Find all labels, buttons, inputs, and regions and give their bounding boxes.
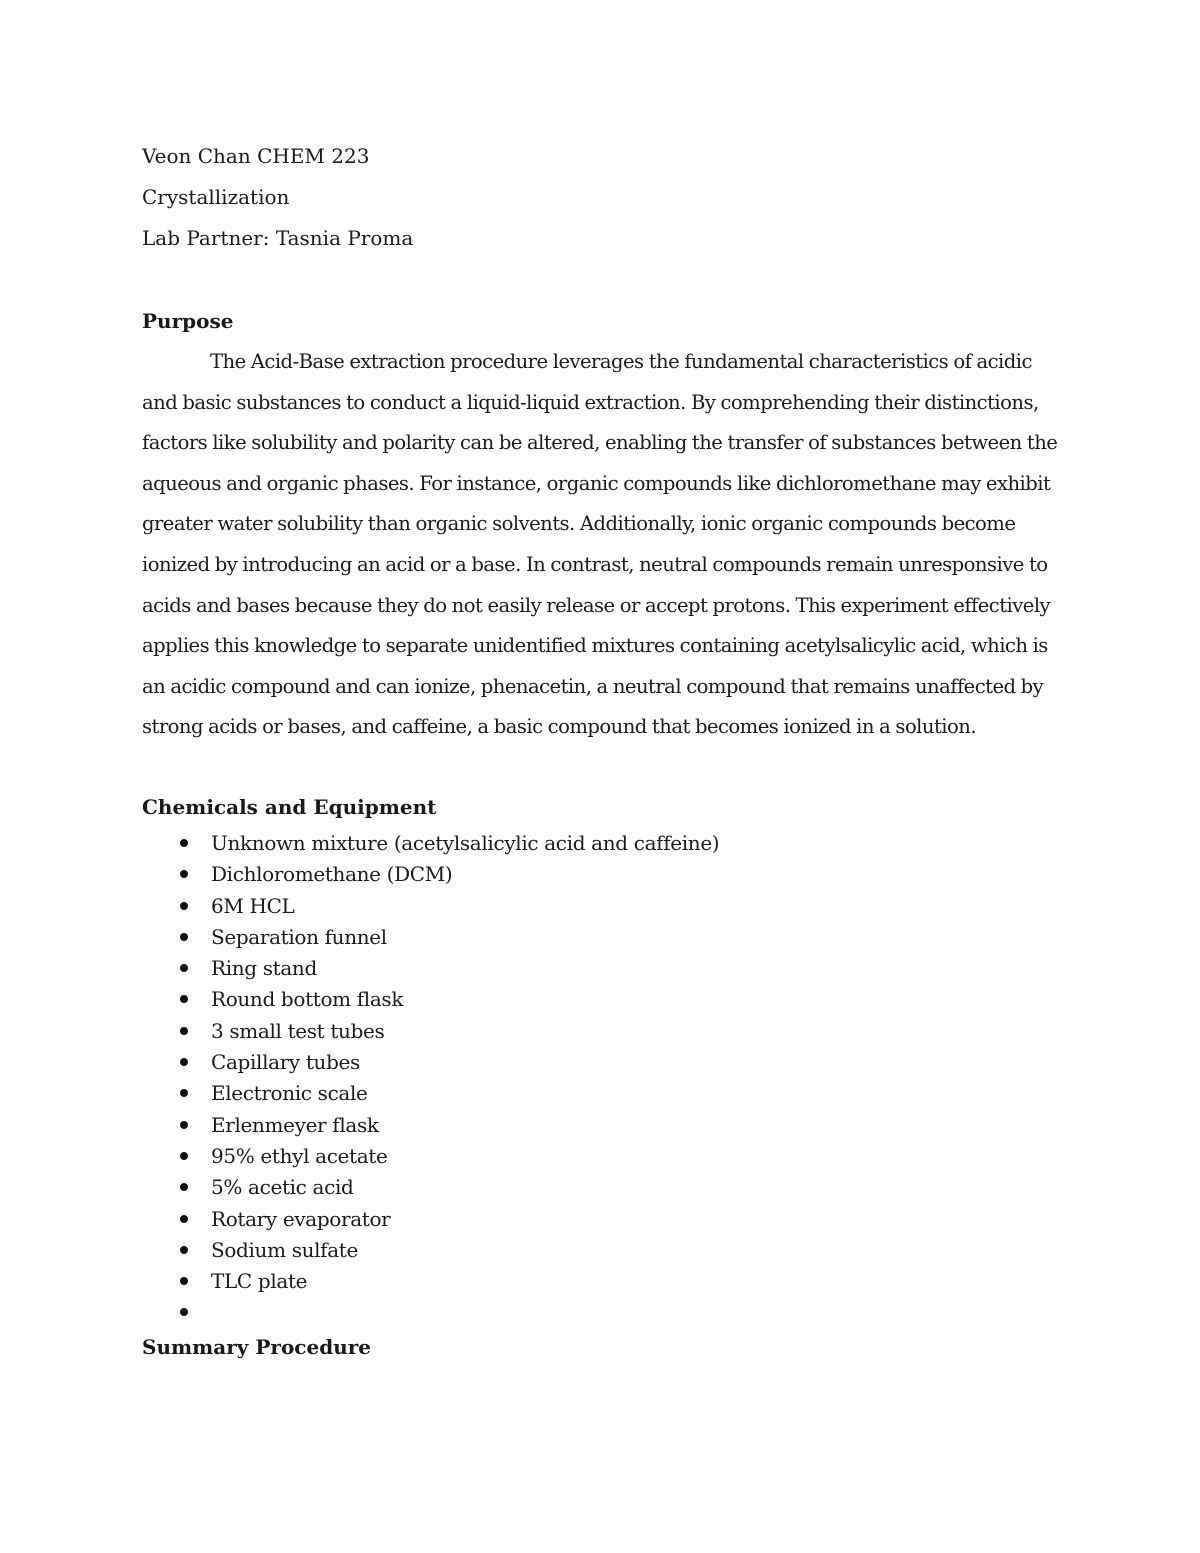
list-item xyxy=(142,1141,1062,1172)
bullet-icon xyxy=(180,902,188,910)
list-item xyxy=(142,1297,1062,1328)
list-item xyxy=(142,1016,1062,1047)
summary-procedure-heading: Summary Procedure xyxy=(142,1334,371,1359)
bullet-icon xyxy=(180,933,188,941)
list-item-text: Erlenmeyer flask xyxy=(211,1112,379,1137)
list-item-text: Sodium sulfate xyxy=(211,1237,358,1262)
list-item xyxy=(142,984,1062,1015)
list-item-text: Round bottom flask xyxy=(211,987,404,1012)
bullet-icon xyxy=(180,1246,188,1254)
list-item xyxy=(142,1110,1062,1141)
list-item-text: 3 small test tubes xyxy=(211,1018,385,1043)
purpose-heading: Purpose xyxy=(142,309,234,333)
purpose-paragraph: The Acid-Base extraction procedure leverages the fundamental characteristics of acidic and basic substances to conduct a liquid-liquid extraction. By comprehending their distinctions, factors like solubility and polarity can be altered, enabling the transfer of substances between the aqueous and organic phases. For instance, organic compounds like dichloromethane may exhibit greater water solubility than organic solvents. Additionally, ionic organic compounds become ionized by introducing an acid or a base. In contrast, neutral compounds remain unresponsive to acids and bases because they do not easily release or accept protons. This experiment effectively applies this knowledge to separate unidentified mixtures containing acetylsalicylic acid, which is an acidic compound and can ionize, phenacetin, a neutral compound that remains unaffected by strong acids or bases, and caffeine, a basic compound that becomes ionized in a solution. xyxy=(142,350,1058,739)
list-item xyxy=(142,1078,1062,1109)
list-item xyxy=(142,1235,1062,1266)
bullet-icon xyxy=(180,1027,188,1035)
bullet-icon xyxy=(180,964,188,972)
bullet-icon xyxy=(180,1121,188,1129)
list-item xyxy=(142,953,1062,984)
bullet-icon xyxy=(180,1152,188,1160)
bullet-icon xyxy=(180,1277,188,1285)
spacer xyxy=(142,261,1062,302)
list-item-text: Ring stand xyxy=(211,956,317,981)
bullet-icon xyxy=(180,1058,188,1066)
list-item-text: Dichloromethane (DCM) xyxy=(211,862,453,887)
list-item xyxy=(142,891,1062,922)
document-content xyxy=(142,138,1062,1365)
chemicals-list xyxy=(142,828,1062,1329)
lab-partner-line: Lab Partner: Tasnia Proma xyxy=(142,226,414,250)
list-item xyxy=(142,859,1062,890)
list-item-text: 6M HCL xyxy=(211,893,295,918)
spacer xyxy=(142,748,1062,788)
author-course-line: Veon Chan CHEM 223 xyxy=(142,144,370,168)
chemicals-heading: Chemicals and Equipment xyxy=(142,794,437,819)
list-item-text: Rotary evaporator xyxy=(211,1206,391,1231)
list-item xyxy=(142,1266,1062,1297)
list-item-text: Capillary tubes xyxy=(211,1050,360,1075)
list-item xyxy=(142,1204,1062,1235)
list-item-text: TLC plate xyxy=(211,1269,308,1294)
bullet-icon xyxy=(180,995,188,1003)
list-item-text: 5% acetic acid xyxy=(211,1175,354,1200)
list-item-text: Unknown mixture (acetylsalicylic acid and caffeine) xyxy=(211,830,720,855)
bullet-icon xyxy=(180,1308,188,1316)
list-item xyxy=(142,1047,1062,1078)
list-item xyxy=(142,828,1062,859)
list-item-text: 95% ethyl acetate xyxy=(211,1143,388,1168)
bullet-icon xyxy=(180,1215,188,1223)
bullet-icon xyxy=(180,1183,188,1191)
bullet-icon xyxy=(180,870,188,878)
bullet-icon xyxy=(180,1089,188,1097)
list-item xyxy=(142,922,1062,953)
list-item-text: Electronic scale xyxy=(211,1081,368,1106)
list-item-text: Separation funnel xyxy=(211,924,387,949)
bullet-icon xyxy=(180,839,188,847)
document-title: Crystallization xyxy=(142,185,290,209)
list-item xyxy=(142,1172,1062,1203)
